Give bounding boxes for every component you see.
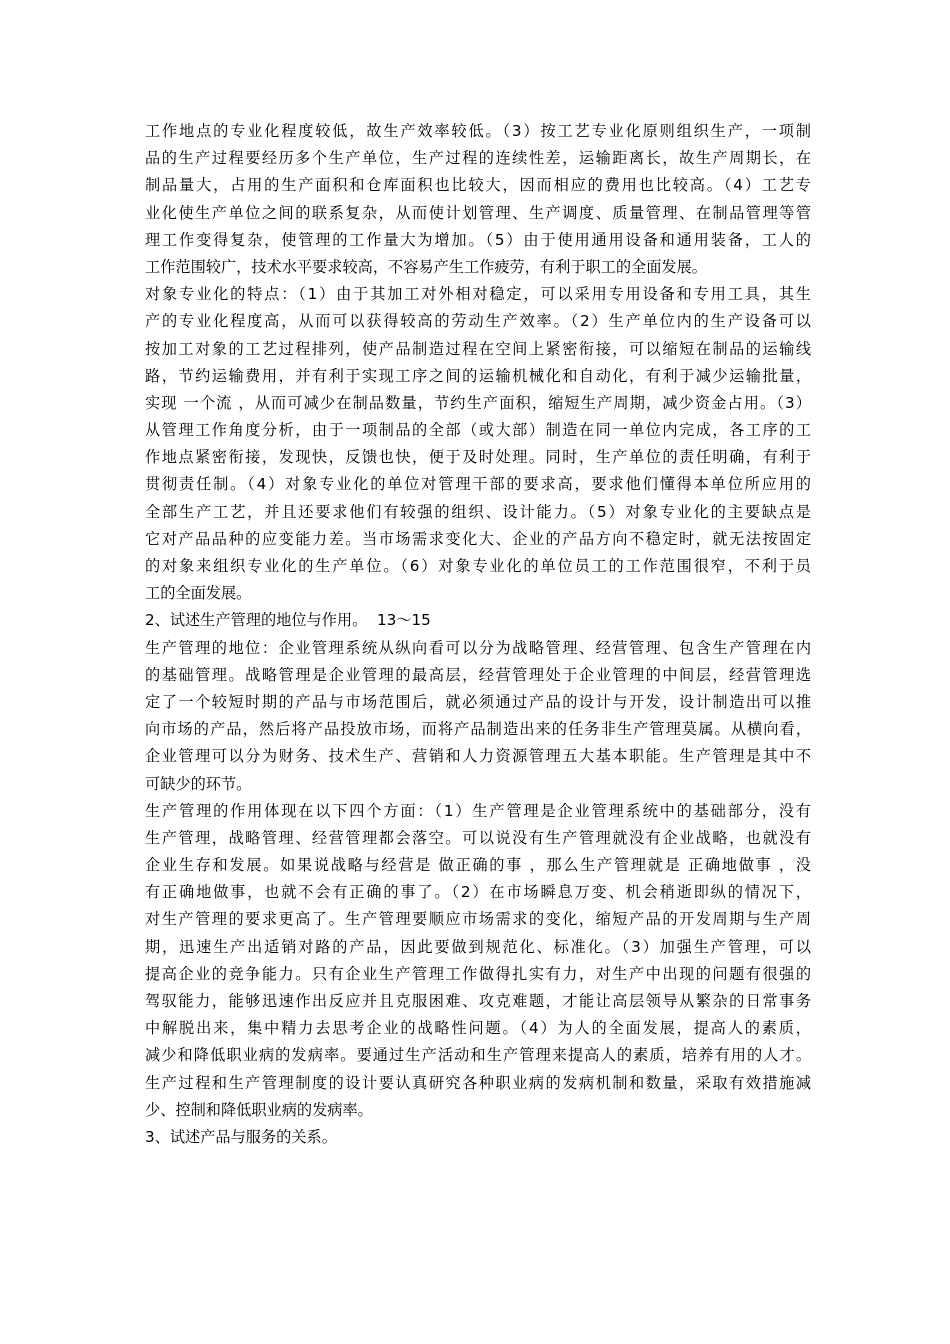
text-line: 生产管理的地位：企业管理系统从纵向看可以分为战略管理、经营管理、包含生产管理在内	[145, 638, 811, 657]
text-line: 企业管理可以分为财务、技术生产、营销和人力资源管理五大基本职能。生产管理是其中不	[145, 747, 811, 766]
text-line: 它对产品品种的应变能力差。当市场需求变化大、企业的产品方向不稳定时，就无法按固定	[145, 529, 811, 548]
text-line: 工的全面发展。	[145, 584, 252, 603]
text-line: 实现 一个流 ，从而可减少在制品数量，节约生产面积，缩短生产周期，减少资金占用。（3）	[145, 393, 811, 412]
section-heading: 3、试述产品与服务的关系。	[145, 1127, 337, 1146]
text-line: 工作地点的专业化程度较低，故生产效率较低。（3）按工艺专业化原则组织生产，一项制	[145, 122, 811, 140]
text-line: 定了一个较短时期的产品与市场范围后，就必须通过产品的设计与开发，设计制造出可以推	[145, 692, 811, 711]
text-line: 企业生存和发展。如果说战略与经营是 做正确的事 ，那么生产管理就是 正确地做事 ，没	[145, 856, 811, 875]
text-line: 业化使生产单位之间的联系复杂，从而使计划管理、生产调度、质量管理、在制品管理等管	[145, 203, 811, 222]
text-line: 产的专业化程度高，从而可以获得较高的劳动生产效率。（2）生产单位内的生产设备可以	[145, 312, 811, 331]
text-line: 生产管理，战略管理、经营管理都会落空。可以说没有生产管理就没有企业战略，也就没有	[145, 828, 811, 847]
text-line: 的基础管理。战略管理是企业管理的最高层，经营管理处于企业管理的中间层，经营管理选	[145, 665, 811, 684]
text-line: 驾驭能力，能够迅速作出反应并且克服困难、攻克难题，才能让高层领导从繁杂的日常事务	[145, 992, 811, 1010]
text-line: 减少和降低职业病的发病率。要通过生产活动和生产管理来提高人的素质，培养有用的人才。	[145, 1046, 811, 1065]
text-line: 制品量大，占用的生产面积和仓库面积也比较大，因而相应的费用也比较高。（4）工艺专	[145, 176, 811, 195]
text-line: 按加工对象的工艺过程排列，使产品制造过程在空间上紧密衔接，可以缩短在制品的运输线	[145, 339, 811, 358]
text-line: 理工作变得复杂，使管理的工作量大为增加。（5）由于使用通用设备和通用装备，工人的	[145, 230, 811, 249]
text-line: 少、控制和降低职业病的发病率。	[145, 1100, 373, 1119]
text-line: 从管理工作角度分析，由于一项制品的全部（或大部）制造在同一单位内完成，各工序的工	[145, 421, 811, 440]
text-line: 生产过程和生产管理制度的设计要认真研究各种职业病的发病机制和数量，采取有效措施减	[145, 1073, 811, 1092]
section-heading: 2、试述生产管理的地位与作用。 13～15	[145, 611, 431, 630]
text-line: 路，节约运输费用，并有利于实现工序之间的运输机械化和自动化，有利于减少运输批量，	[145, 366, 811, 385]
text-line: 可缺少的环节。	[145, 774, 252, 793]
document-body	[145, 118, 811, 1151]
text-line: 向市场的产品，然后将产品投放市场，而将产品制造出来的任务非生产管理莫属。从横向看，	[145, 720, 811, 739]
text-line: 全部生产工艺，并且还要求他们有较强的组织、设计能力。（5）对象专业化的主要缺点是	[145, 502, 811, 521]
text-line: 提高企业的竞争能力。只有企业生产管理工作做得扎实有力，对生产中出现的问题有很强的	[145, 964, 811, 983]
text-line: 作地点紧密衔接，发现快，反馈也快，便于及时处理。同时，生产单位的责任明确，有利于	[145, 448, 811, 467]
text-line: 贯彻责任制。（4）对象专业化的单位对管理干部的要求高，要求他们懂得本单位所应用的	[145, 475, 811, 494]
text-line: 有正确地做事，也就不会有正确的事了。（2）在市场瞬息万变、机会稍逝即纵的情况下，	[145, 883, 811, 902]
text-line: 的对象来组织专业化的生产单位。（6）对象专业化的单位员工的工作范围很窄，不利于员	[145, 557, 811, 575]
text-line: 期，迅速生产出适销对路的产品，因此要做到规范化、标准化。（3）加强生产管理，可以	[145, 937, 811, 956]
text-line: 生产管理的作用体现在以下四个方面：（1）生产管理是企业管理系统中的基础部分，没有	[145, 801, 811, 820]
text-line: 工作范围较广，技术水平要求较高，不容易产生工作疲劳，有利于职工的全面发展。	[145, 257, 707, 276]
text-line: 对象专业化的特点：（1）由于其加工对外相对稳定，可以采用专用设备和专用工具，其生	[145, 285, 811, 304]
text-line: 对生产管理的要求更高了。生产管理要顺应市场需求的变化，缩短产品的开发周期与生产周	[145, 910, 811, 929]
text-line: 中解脱出来，集中精力去思考企业的战略性问题。（4）为人的全面发展，提高人的素质，	[145, 1019, 811, 1038]
text-line: 品的生产过程要经历多个生产单位，生产过程的连续性差，运输距离长，故生产周期长，在	[145, 149, 811, 168]
